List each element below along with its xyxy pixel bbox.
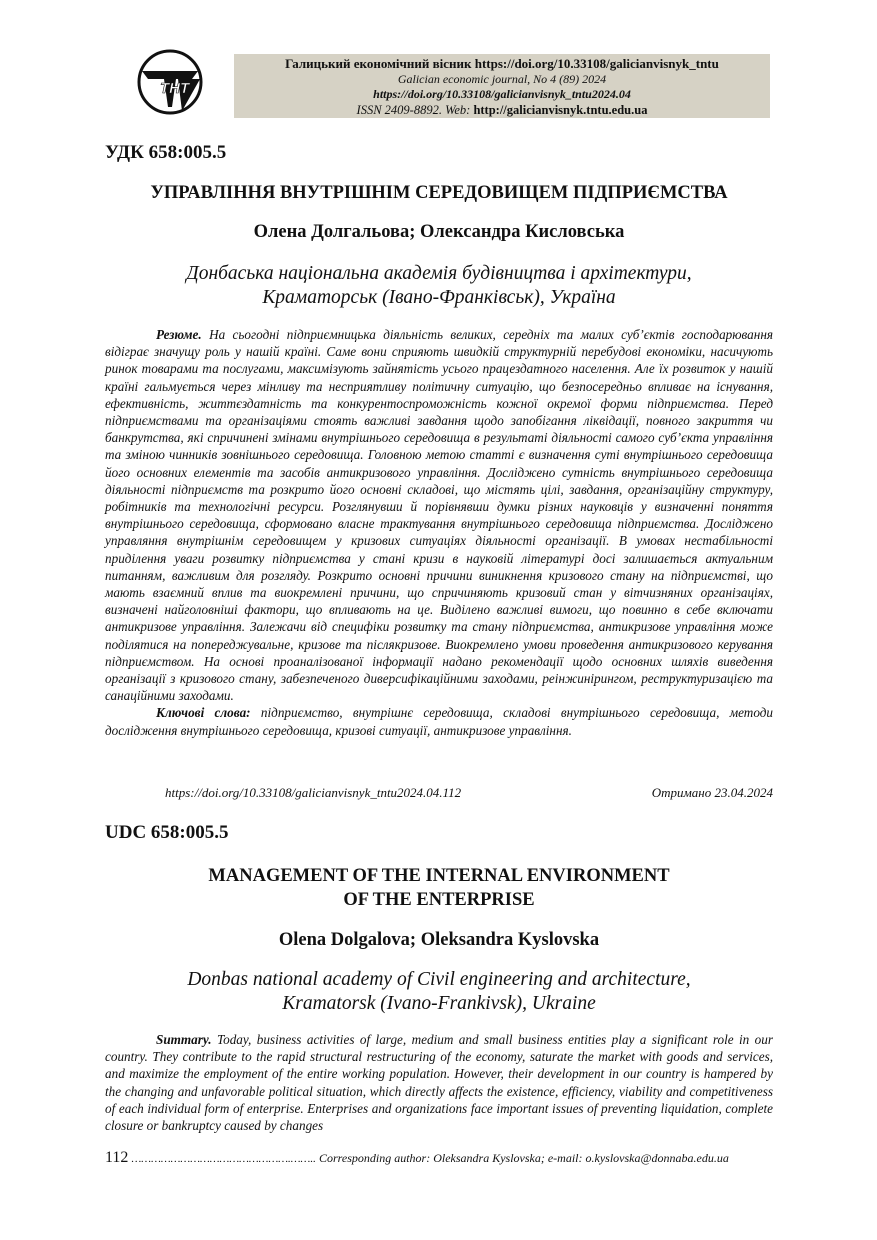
title-en	[105, 864, 773, 912]
keywords-ua-text: підприємство, внутрішнє середовища, складові внутрішнього середовища, методи дослідження внутрішнього середовища, кризові ситуації, антикризове управління.	[105, 705, 774, 738]
udc-ua: УДК 658:005.5	[105, 142, 227, 163]
affiliation-en-line2: Kramatorsk (Ivano-Frankivsk), Ukraine	[282, 993, 596, 1014]
affiliation-en	[105, 968, 773, 1016]
abstract-ua	[105, 326, 773, 739]
journal-logo	[134, 49, 206, 115]
authors-en: Olena Dolgalova; Oleksandra Kyslovska	[278, 930, 600, 950]
title-ua: УПРАВЛІННЯ ВНУТРІШНІМ СЕРЕДОВИЩЕМ ПІДПРИЄМСТВА	[150, 183, 728, 203]
summary-en	[105, 1031, 773, 1134]
abstract-ua-lead: Резюме.	[156, 327, 202, 342]
summary-en-lead: Summary.	[156, 1032, 212, 1047]
title-en-line1: MANAGEMENT OF THE INTERNAL ENVIRONMENT	[208, 866, 670, 886]
title-en-line2: OF THE ENTERPRISE	[343, 890, 535, 910]
footer-leader-dots: ………………………………………….……..	[131, 1153, 316, 1165]
summary-en-text: Today, business activities of large, medium and small business entities play a significant role in our country. They contribute to the rapid structural restructuring of the economy, saturate the market with goods and services, and maximize the employment of the entire working population. However, their development in our country is hampered by the changing and unfavorable political situation, which directly affects the existence, efficiency, viability and competitiveness of each individual form of enterprise. Enterprises and organizations face important issues of preventing liquidation, complete closure or bankruptcy caused by changes	[105, 1032, 773, 1134]
authors-ua: Олена Долгальова; Олександра Кисловська	[253, 222, 625, 242]
journal-name-ua: Галицький економічний вісник https://doi.org/10.33108/galicianvisnyk_tntu	[285, 56, 719, 71]
corresponding-author: Corresponding author: Oleksandra Kyslovska; e-mail: o.kyslovska@donnaba.edu.ua	[318, 1151, 729, 1165]
journal-issn-web	[234, 103, 770, 119]
udc-en: UDC 658:005.5	[105, 822, 229, 843]
received-date: Отримано 23.04.2024	[651, 785, 773, 800]
journal-issue-doi: https://doi.org/10.33108/galicianvisnyk_tntu2024.04	[373, 87, 631, 101]
issn-label: ISSN 2409-8892. Web:	[356, 102, 471, 117]
article-doi-link[interactable]: https://doi.org/10.33108/galicianvisnyk_tntu2024.04.112	[165, 785, 462, 800]
affiliation-ua-line2: Краматорськ (Івано-Франківськ), Україна	[262, 287, 616, 308]
logo-text: ТНТ	[160, 80, 190, 97]
page-number: 112	[105, 1149, 129, 1166]
affiliation-ua-line1: Донбаська національна академія будівництва і архітектури,	[186, 263, 692, 284]
journal-web-link[interactable]: http://galicianvisnyk.tntu.edu.ua	[473, 102, 648, 117]
page-footer	[105, 1149, 773, 1167]
abstract-ua-text: На сьогодні підприємницька діяльність великих, середніх та малих суб’єктів господарювання відіграє значущу роль у нашій країні. Саме вони сприяють швидкій структурній перебудові економіки, насичують ринок товарами та послугами, максимізують зайнятість усього працездатного населення. Але їх розвиток у нашій країні гальмується через мінливу та несприятливу політичну ситуацію, що безпосередньо впливає на існування, ефективність, життєздатність та конкурентоспроможність кожної окремої форми підприємства. Перед підприємствами та організаціями стоять важливі завдання щодо запобігання ліквідації, повного закриття чи банкрутства, які спричинені змінами внутрішнього середовища в результаті діяльності самого суб’єкта управління та зміною чинників зовнішнього середовища. Головною метою статті є визначення суті внутрішнього середовища його основних елементів та засобів антикризового управління. Досліджено сутність внутрішнього середовища діяльності підприємств та розкрито його основні складові, що містять цілі, завдання, організаційну структуру, робітників та технологічні ресурси. Розглянувши й порівнявши думки різних науковців у визначенні поняття внутрішнього середовища, сформовано власне трактування внутрішнього середовища підприємства. Досліджено управляння внутрішнім середовищем у кризових ситуаціях діяльності організації. В умовах нестабільності приділення уваги розвитку підприємства у стані кризи в науковій літературі досі залишається актуальним питанням, важливим для розгляду. Розкрито основні причини виникнення кризового стану на підприємстві, що мають взаємний вплив та виокремлені причини, що спричиняють кризовий стан у вітчизняних організаціях, визначені найголовніші фактори, що впливають на це. Виділено важливі вимоги, що повинно в себе включати антикризове управління. Залежачи від специфіки розвитку та стану підприємства, антикризове управління може поділятися на попереджувальне, кризове та післякризове. Виокремлено умови проведення антикризового керування підприємством. На основі проаналізованої інформації надано рекомендації щодо основних шляхів виведення організації з кризового стану, забезпеченого диверсифікаційними заходами, реінжинірингом, реструктуризацією та санаційними заходами.	[105, 327, 773, 704]
journal-name-en: Galician economic journal, No 4 (89) 2024	[397, 71, 607, 86]
affiliation-ua	[105, 262, 773, 310]
affiliation-en-line1: Donbas national academy of Civil engineering and architecture,	[187, 969, 691, 990]
journal-header-box	[234, 54, 770, 118]
keywords-ua-lead: Ключові слова:	[156, 705, 251, 721]
